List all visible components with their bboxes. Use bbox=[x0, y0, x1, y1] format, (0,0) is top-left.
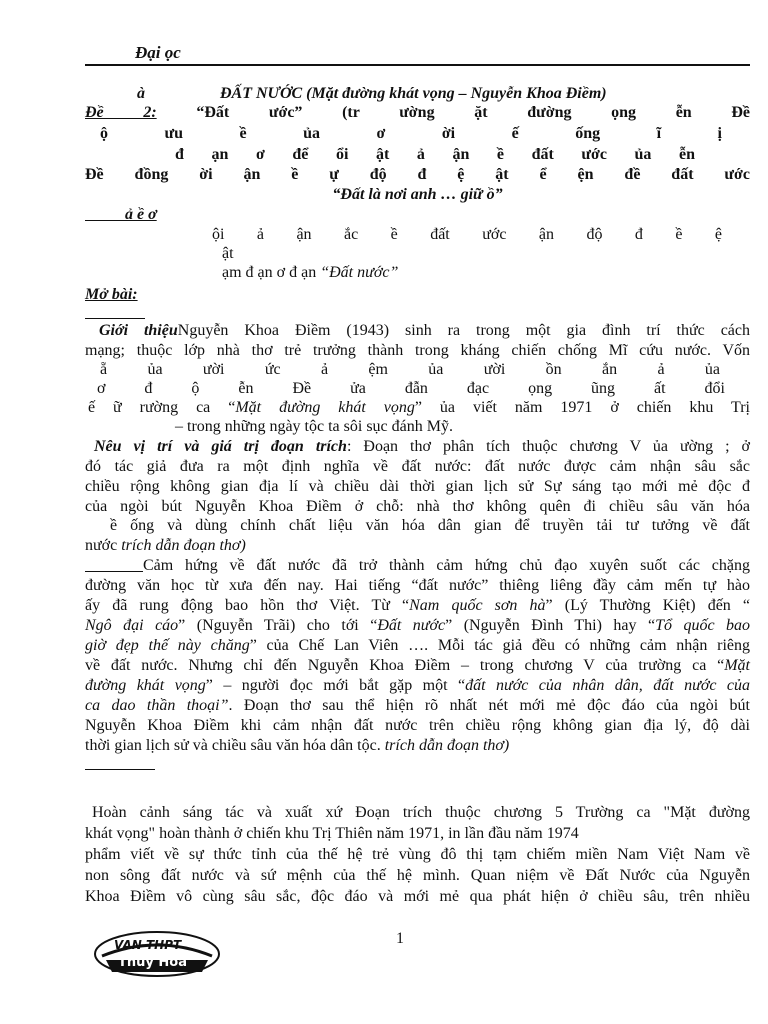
p2-line-1 bbox=[94, 438, 750, 456]
p3-line-4-italic-3: Tổ quốc bao bbox=[655, 617, 751, 634]
school-logo bbox=[92, 930, 222, 978]
de2-label: Đề 2: bbox=[85, 104, 157, 121]
p3-line-6-italic: Mặt bbox=[724, 657, 750, 674]
p2-line-6-a: nước bbox=[85, 537, 122, 554]
p1-line-4: ơ đ ộ ễn Đề ửa đẫn đạc ọng ũng ất đổi bbox=[97, 380, 725, 397]
page-number: 1 bbox=[396, 930, 404, 947]
p3-line-4 bbox=[85, 617, 750, 635]
p2-line-6 bbox=[85, 537, 750, 555]
p3-line-1 bbox=[85, 557, 750, 575]
de2-line-1 bbox=[85, 104, 750, 122]
p2-line-6-italic: trích dẫn đoạn thơ) bbox=[121, 537, 246, 554]
p1-line-5-b: ” ủa viết năm 1971 ở chiến khu Trị bbox=[414, 399, 751, 416]
p3-indent-rule bbox=[85, 557, 143, 572]
title-prefix: à bbox=[137, 85, 145, 102]
p2-line-1-text: : Đoạn thơ phân tích thuộc chương V ủa ường ; ở bbox=[346, 438, 750, 455]
p3-line-6-a: về đất nước. Nhưng chỉ đến Nguyễn Khoa Điềm – trong chương V của trường ca “ bbox=[85, 657, 725, 674]
de2-line-4: Đề đồng ời ận ề ự độ đ ệ ật ể ện đề đất ước bbox=[85, 166, 750, 183]
de2-line-3: đ ạn ơ để ổi ật ả ận ề đất ước ủa ễn bbox=[175, 146, 695, 163]
outline-line-4 bbox=[222, 264, 768, 282]
p3-line-8 bbox=[85, 697, 750, 715]
p1-line-6: – trong những ngày tộc ta sôi sục đánh Mỹ. bbox=[175, 418, 453, 435]
p3-line-3 bbox=[85, 597, 750, 615]
logo-text-bottom: Thủy Hoa bbox=[118, 955, 187, 970]
p1-line-5-italic: Mặt đường khát vọng bbox=[235, 399, 415, 416]
p3-line-7-a: ” – người đọc mới bắt gặp một “ bbox=[205, 677, 466, 694]
p3-line-5-italic: giờ đẹp thế này chăng bbox=[85, 637, 250, 654]
p3-line-5 bbox=[85, 637, 750, 655]
p1-line-5 bbox=[88, 399, 750, 417]
outline-line-4-italic: “Đất nước” bbox=[320, 264, 399, 281]
p2-line-3: chiều rộng không gian địa lí và chiều dài thời gian lịch sử Sự sáng tạo mới mẻ độc đ bbox=[85, 478, 750, 495]
header-rule bbox=[85, 64, 750, 66]
p3-line-7-italic-1: đường khát vọng bbox=[85, 677, 206, 694]
p4-line-5: Khoa Điềm vô cùng sâu sắc, độc đáo và mới mẻ qua phát hiện ở chiều sâu, trên nhiều bbox=[85, 888, 750, 905]
p3-line-3-italic: Nam quốc sơn hà bbox=[409, 597, 546, 614]
p3-line-10-italic: trích dẫn đoạn thơ) bbox=[384, 737, 510, 754]
p4-line-4: non sông đất nước và sứ mệnh của thế hệ mình. Quan niệm về Đất Nước của Nguyễn bbox=[85, 867, 750, 884]
outline-line-4-text: ạm đ ạn ơ đ ạn bbox=[222, 264, 321, 281]
p3-line-7-italic-2: đất nước của nhân dân, đất nước của bbox=[465, 677, 750, 694]
page-header-title: Đại ọc bbox=[135, 43, 181, 62]
p3-line-9: Nguyễn Khoa Điềm khi cảm nhận đất nước trên chiều rộng không gian địa lý, độ dài bbox=[85, 717, 750, 734]
logo-text-top: VAN THPT bbox=[114, 938, 182, 952]
p3-line-3-a: ấy đã rung động bao hồn thơ Việt. Từ “ bbox=[85, 597, 410, 614]
p1-line-3: ẵ ủa ười ức ả ệm ủa ười ồn ắn ả ủa bbox=[100, 361, 720, 378]
p3-line-8-italic: ca dao thần thoại” bbox=[85, 697, 229, 714]
p3-line-10 bbox=[85, 737, 750, 755]
p1-line-1-text: Nguyễn Khoa Điềm (1943) sinh ra trong một gia đình trí thức cách bbox=[177, 322, 751, 339]
p2-line-5: ề ống và dùng chính chất liệu văn hóa dân gian để truyền tải tư tưởng về đất bbox=[110, 517, 750, 534]
p2-line-4: của ngòi bút Nguyễn Khoa Điềm ở chỗ: nhà thơ không quên đi chiều sâu văn hóa bbox=[85, 498, 750, 515]
p3-line-7 bbox=[85, 677, 750, 695]
p3-line-6 bbox=[85, 657, 750, 675]
p4-line-2: khát vọng" hoàn thành ở chiến khu Trị Thiên năm 1971, in lần đầu năm 1974 bbox=[85, 825, 579, 842]
p1-intro-label: Giới thiệu bbox=[99, 322, 178, 339]
p4-line-3: phẩm viết về sự thức tỉnh của thế hệ trẻ vùng đô thị tạm chiếm miền Nam Việt Nam về bbox=[85, 846, 750, 863]
p2-label: Nêu vị trí và giá trị đoạn trích bbox=[94, 438, 347, 455]
outline-line-3: ật bbox=[222, 245, 234, 262]
de2-line-2: ộ ưu ề ủa ơ ời ế ống ĩ ị bbox=[100, 125, 722, 142]
outline-line-2: ội ả ận ắc ề đất ước ận độ đ ề ệ bbox=[212, 226, 722, 243]
short-rule-2 bbox=[85, 769, 155, 770]
mo-bai-heading: Mở bài: bbox=[85, 286, 138, 303]
p3-line-4-b: ” (Nguyễn Đình Thi) hay “ bbox=[445, 617, 656, 634]
p3-line-5-a: ” của Chế Lan Viên …. Mỗi tác giả đều có những cảm nhận riêng bbox=[249, 637, 751, 654]
de2-line-5: “Đất là nơi anh … giữ ồ” bbox=[332, 186, 503, 203]
outline-line-1-text: ả ề ơ bbox=[125, 206, 157, 223]
document-title: ĐẤT NƯỚC (Mặt đường khát vọng – Nguyễn Khoa Điềm) bbox=[220, 85, 607, 102]
p3-line-4-italic-2: Đất nước bbox=[377, 617, 446, 634]
p3-line-10-a: thời gian lịch sử và chiều sâu văn hóa dân tộc. bbox=[85, 737, 385, 754]
short-rule-1 bbox=[85, 318, 145, 319]
p2-line-2: đó tác giả đưa ra một định nghĩa về đất nước: đất nước được cảm nhận sâu sắc bbox=[85, 458, 750, 475]
de2-line-1-text: “Đất ước” (tr ường ặt đường ọng ễn Đề bbox=[156, 104, 751, 121]
p3-line-8-a: . Đoạn thơ sau thể hiện rõ nhất nét mới mẻ độc đáo của ngòi bút bbox=[228, 697, 750, 714]
p3-line-2: đường văn học từ xưa đến nay. Hai tiếng “đất nước” thiêng liêng đầy cảm mến tự hào bbox=[85, 577, 750, 594]
p3-line-4-italic-1: Ngô đại cáo bbox=[85, 617, 179, 634]
p4-line-1: Hoàn cảnh sáng tác và xuất xứ Đoạn trích thuộc chương 5 Trường ca "Mặt đường bbox=[92, 804, 750, 821]
p1-line-5-a: ế ữ rường ca “ bbox=[88, 399, 236, 416]
p1-line-2: mạng; thuộc lớp nhà thơ trẻ trưởng thành trong kháng chiến chống Mĩ cứu nước. Vốn bbox=[85, 342, 750, 359]
outline-line-1 bbox=[85, 206, 750, 224]
p1-line-1 bbox=[99, 322, 750, 340]
p3-line-3-b: ” (Lý Thường Kiệt) đến “ bbox=[545, 597, 751, 614]
p3-line-4-a: ” (Nguyễn Trãi) cho tới “ bbox=[178, 617, 378, 634]
p3-line-1-text: Cảm hứng về đất nước đã trở thành cảm hứng chủ đạo xuyên suốt các chặng bbox=[143, 557, 750, 574]
